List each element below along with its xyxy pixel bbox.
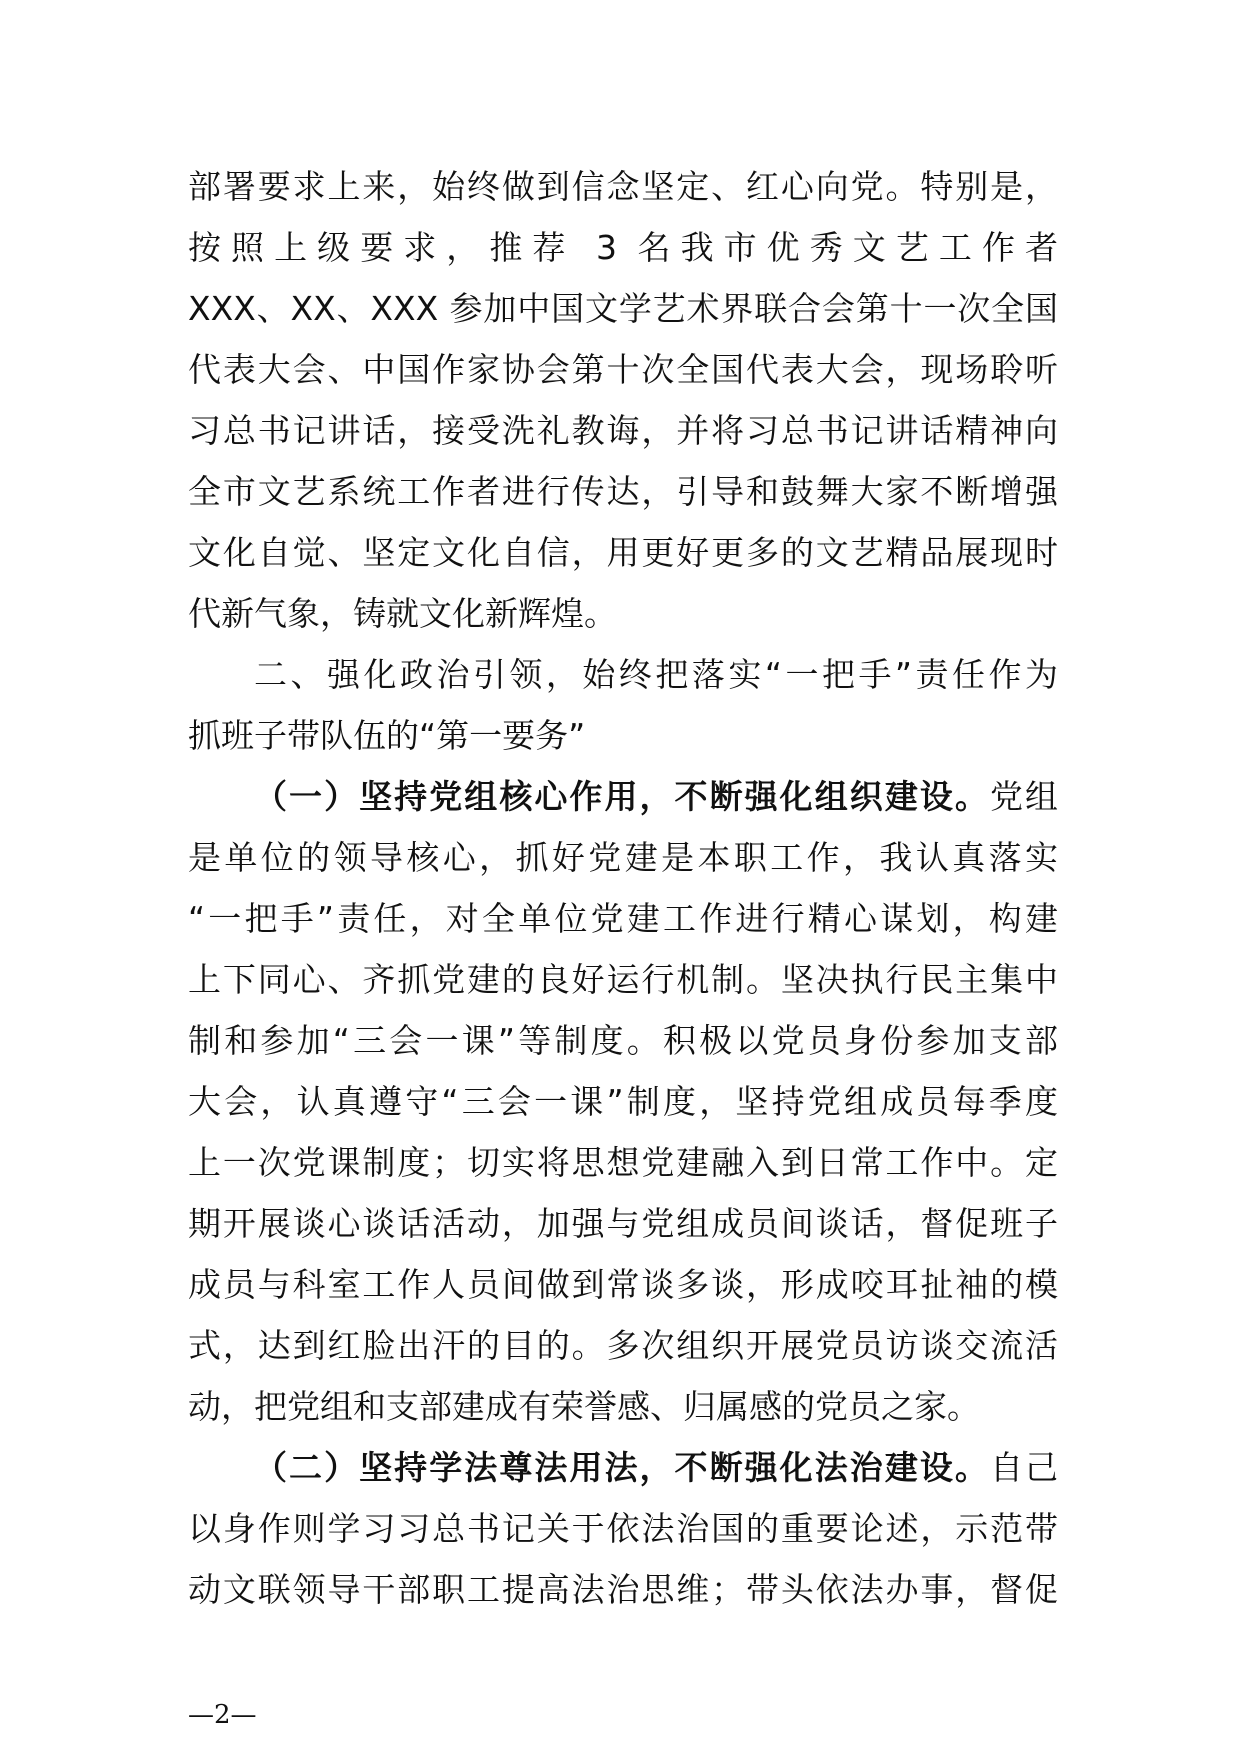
body-line: 制和参加“三会一课”等制度。积极以党员身份参加支部 — [188, 1021, 1058, 1060]
section-heading: 二、强化政治引领，始终把落实“一把手”责任作为 — [254, 655, 1058, 694]
body-line: 习总书记讲话，接受洗礼教诲，并将习总书记讲话精神向 — [188, 411, 1058, 450]
body-line: 期开展谈心谈话活动，加强与党组成员间谈话，督促班子 — [188, 1204, 1058, 1243]
body-line: 上一次党课制度；切实将思想党建融入到日常工作中。定 — [188, 1143, 1058, 1182]
body-line: 按照上级要求，推荐 3 名我市优秀文艺工作者 — [188, 228, 1058, 267]
subsection-first-line — [188, 766, 1058, 827]
body-line: XXX、XX、XXX 参加中国文学艺术界联合会第十一次全国 — [188, 289, 1058, 328]
body-line: 文化自觉、坚定文化自信，用更好更多的文艺精品展现时 — [188, 533, 1058, 572]
body-text: 党组 — [989, 777, 1058, 816]
body-line: 全市文艺系统工作者进行传达，引导和鼓舞大家不断增强 — [188, 472, 1058, 511]
body-line: 动，把党组和支部建成有荣誉感、归属感的党员之家。 — [188, 1387, 980, 1426]
section-heading: 抓班子带队伍的“第一要务” — [188, 716, 586, 755]
document-body — [188, 156, 1058, 1620]
body-line: 是单位的领导核心，抓好党建是本职工作，我认真落实 — [188, 838, 1058, 877]
body-line: “一把手”责任，对全单位党建工作进行精心谋划，构建 — [188, 899, 1058, 938]
subsection-title: （一）坚持党组核心作用，不断强化组织建设。 — [254, 777, 990, 816]
body-line: 部署要求上来，始终做到信念坚定、红心向党。特别是， — [188, 167, 1058, 206]
body-line: 以身作则学习习总书记关于依法治国的重要论述，示范带 — [188, 1509, 1058, 1548]
body-line: 上下同心、齐抓党建的良好运行机制。坚决执行民主集中 — [188, 960, 1058, 999]
subsection-first-line — [188, 1437, 1058, 1498]
body-line: 大会，认真遵守“三会一课”制度，坚持党组成员每季度 — [188, 1082, 1058, 1121]
body-text: 自己 — [989, 1448, 1058, 1487]
subsection-title: （二）坚持学法尊法用法，不断强化法治建设。 — [254, 1448, 990, 1487]
body-line: 代表大会、中国作家协会第十次全国代表大会，现场聆听 — [188, 350, 1058, 389]
body-line: 成员与科室工作人员间做到常谈多谈，形成咬耳扯袖的模 — [188, 1265, 1058, 1304]
body-line: 式，达到红脸出汗的目的。多次组织开展党员访谈交流活 — [188, 1326, 1058, 1365]
body-line: 动文联领导干部职工提高法治思维；带头依法办事，督促 — [188, 1570, 1058, 1609]
body-line: 代新气象，铸就文化新辉煌。 — [188, 594, 617, 633]
page-number: —2— — [188, 1700, 257, 1730]
